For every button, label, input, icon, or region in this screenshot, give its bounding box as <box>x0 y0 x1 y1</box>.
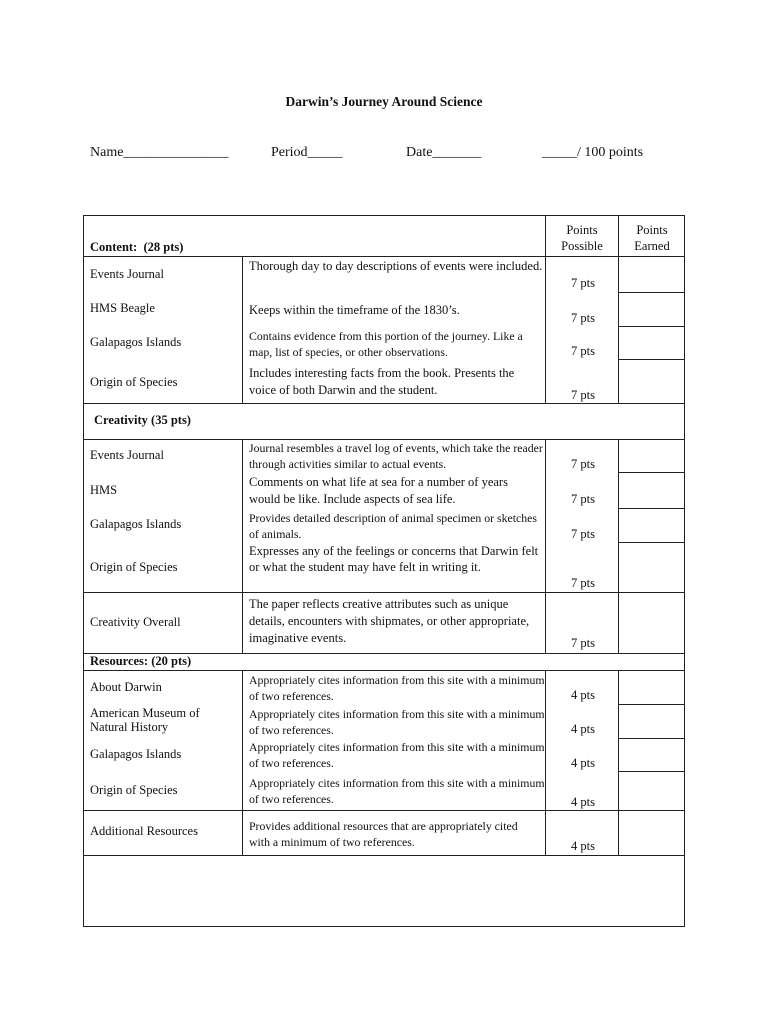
criterion-description: Journal resembles a travel log of events, which take the reader through activities similar to actual events. <box>249 441 543 471</box>
column-divider <box>242 439 243 653</box>
points-possible-value: 7 pts <box>571 527 595 541</box>
score-box-line <box>618 508 685 509</box>
score-box-line <box>618 292 685 293</box>
criterion-description: Provides additional resources that are appropriately cited with a minimum of two references. <box>249 819 518 849</box>
score-box-line <box>618 738 685 739</box>
criterion-description: Keeps within the timeframe of the 1830’s. <box>249 303 460 317</box>
points-possible-value: 7 pts <box>571 276 595 290</box>
points-possible-value: 7 pts <box>571 492 595 506</box>
points-possible-value: 4 pts <box>571 722 595 736</box>
criterion-label: HMS <box>90 483 118 497</box>
score-box-line <box>618 326 685 327</box>
criterion-label: Origin of Species <box>90 560 178 574</box>
table-divider <box>83 256 685 257</box>
date-field[interactable]: Date_______ <box>406 145 482 160</box>
resources-section-heading: Resources: (20 pts) <box>90 654 192 668</box>
points-possible-header: Points Possible <box>561 223 603 253</box>
points-possible-value: 4 pts <box>571 688 595 702</box>
criterion-description: Provides detailed description of animal specimen or sketches of animals. <box>249 511 537 541</box>
column-divider <box>545 670 546 855</box>
criterion-description: Appropriately cites information from this site with a minimum of two references. <box>249 707 545 737</box>
criterion-label: Events Journal <box>90 448 164 462</box>
page-title: Darwin’s Journey Around Science <box>285 94 483 109</box>
column-divider <box>545 439 546 653</box>
points-possible-value: 7 pts <box>571 311 595 325</box>
criterion-label: Origin of Species <box>90 783 178 797</box>
criterion-description: Contains evidence from this portion of the journey. Like a map, list of species, or other observations. <box>249 329 523 359</box>
criterion-label: Creativity Overall <box>90 615 181 629</box>
criterion-description: Appropriately cites information from this site with a minimum of two references. <box>249 776 545 806</box>
total-points-field[interactable]: _____/ 100 points <box>542 145 644 160</box>
criterion-label: American Museum of Natural History <box>90 706 200 734</box>
period-field[interactable]: Period_____ <box>271 145 343 160</box>
points-earned-header: Points Earned <box>634 223 670 253</box>
points-possible-value: 4 pts <box>571 839 595 853</box>
criterion-description: The paper reflects creative attributes such as unique details, encounters with shipmates, or other appropriate, imaginative events. <box>249 597 530 645</box>
criterion-label: Galapagos Islands <box>90 747 182 761</box>
criterion-description: Comments on what life at sea for a number of years would be like. Include aspects of sea life. <box>249 475 508 506</box>
points-possible-value: 4 pts <box>571 795 595 809</box>
score-box-line <box>618 359 685 360</box>
creativity-section-heading: Creativity (35 pts) <box>94 413 191 427</box>
criterion-label: Events Journal <box>90 267 164 281</box>
criterion-description: Appropriately cites information from this site with a minimum of two references. <box>249 740 545 770</box>
table-divider <box>83 592 685 593</box>
content-section-heading: Content: (28 pts) <box>90 240 184 254</box>
criterion-label: HMS Beagle <box>90 301 155 315</box>
points-possible-value: 7 pts <box>571 576 595 590</box>
points-possible-value: 7 pts <box>571 388 595 402</box>
score-box-line <box>618 704 685 705</box>
table-divider <box>83 810 685 811</box>
score-box-line <box>618 542 685 543</box>
comments-area[interactable] <box>84 856 684 926</box>
criterion-label: Galapagos Islands <box>90 517 182 531</box>
column-divider <box>242 256 243 403</box>
column-divider <box>618 215 619 403</box>
criterion-description: Appropriately cites information from this site with a minimum of two references. <box>249 673 545 703</box>
criterion-description: Thorough day to day descriptions of events were included. <box>249 259 543 273</box>
points-possible-value: 7 pts <box>571 636 595 650</box>
name-field[interactable]: Name_______________ <box>90 145 229 160</box>
table-divider <box>83 670 685 671</box>
score-box-line <box>618 472 685 473</box>
criterion-description: Expresses any of the feelings or concerns that Darwin felt or what the student may have felt in writing it. <box>249 544 539 574</box>
table-divider <box>83 403 685 404</box>
criterion-description: Includes interesting facts from the book. Presents the voice of both Darwin and the student. <box>249 366 515 397</box>
points-possible-value: 7 pts <box>571 457 595 471</box>
points-possible-value: 4 pts <box>571 756 595 770</box>
score-box-line <box>618 771 685 772</box>
column-divider <box>618 670 619 855</box>
criterion-label: About Darwin <box>90 680 162 694</box>
points-possible-value: 7 pts <box>571 344 595 358</box>
criterion-label: Origin of Species <box>90 375 178 389</box>
criterion-label: Galapagos Islands <box>90 335 182 349</box>
column-divider <box>242 670 243 855</box>
criterion-label: Additional Resources <box>90 824 198 838</box>
